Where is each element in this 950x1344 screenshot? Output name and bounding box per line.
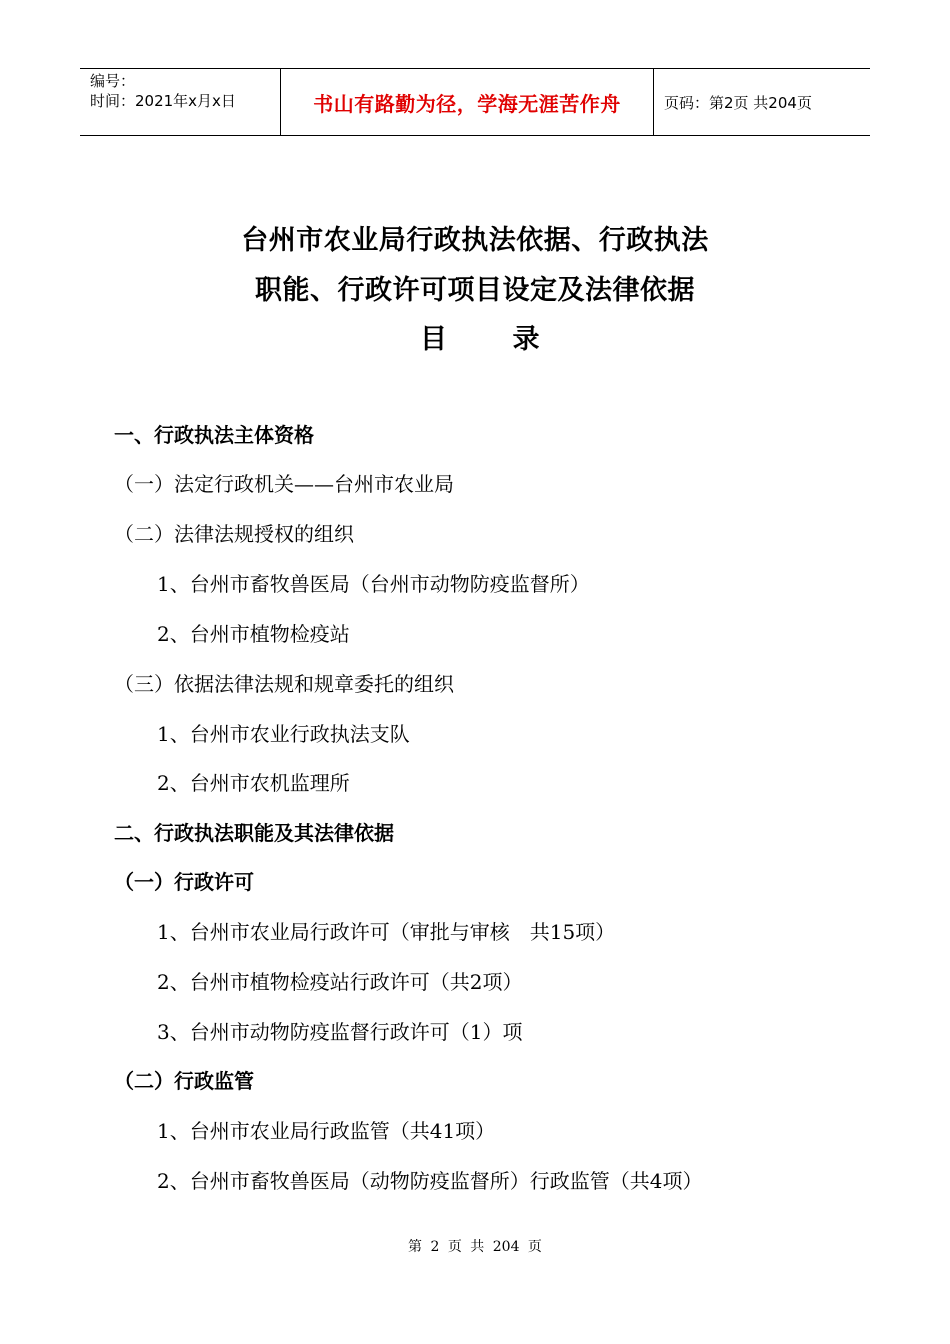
toc-item: 1、台州市农业局行政许可（审批与审核 共15项） (157, 920, 616, 944)
toc-item: 3、台州市动物防疫监督行政许可（1）项 (157, 1020, 523, 1044)
toc-item: 二、行政执法职能及其法律依据 (114, 821, 394, 845)
header-motto: 书山有路勤为径，学海无涯苦作舟 (281, 69, 654, 135)
document-title-line-1: 台州市农业局行政执法依据、行政执法 (241, 225, 709, 256)
toc-item: 1、台州市农业行政执法支队 (157, 722, 410, 746)
toc-item: 2、台州市植物检疫站行政许可（共2项） (157, 970, 523, 994)
toc-item: 一、行政执法主体资格 (114, 423, 314, 447)
header-meta-cell (80, 69, 281, 135)
contents-heading (420, 317, 540, 356)
document-header (80, 68, 870, 136)
document-time-label: 时间：2021年x月x日 (90, 92, 236, 110)
toc-item: 1、台州市农业局行政监管（共41项） (157, 1119, 496, 1143)
toc-item: 1、台州市畜牧兽医局（台州市动物防疫监督所） (157, 572, 590, 596)
document-number-label: 编号： (90, 72, 136, 90)
toc-item: （二）法律法规授权的组织 (114, 522, 354, 546)
header-page-info: 页码：第2页 共204页 (664, 93, 812, 112)
page-footer: 第 2 页 共 204 页 (408, 1239, 542, 1255)
document-title-line-2: 职能、行政许可项目设定及法律依据 (255, 275, 695, 306)
toc-item: 2、台州市畜牧兽医局（动物防疫监督所）行政监管（共4项） (157, 1169, 703, 1193)
toc-item: （一）行政许可 (114, 870, 254, 894)
toc-item: 2、台州市农机监理所 (157, 771, 350, 795)
toc-item: （一）法定行政机关——台州市农业局 (114, 472, 454, 496)
toc-item: 2、台州市植物检疫站 (157, 622, 350, 646)
contents-heading-char-1: 目 (420, 324, 448, 355)
toc-item: （三）依据法律法规和规章委托的组织 (114, 672, 454, 696)
toc-item: （二）行政监管 (114, 1069, 254, 1093)
contents-heading-char-2: 录 (512, 324, 540, 355)
